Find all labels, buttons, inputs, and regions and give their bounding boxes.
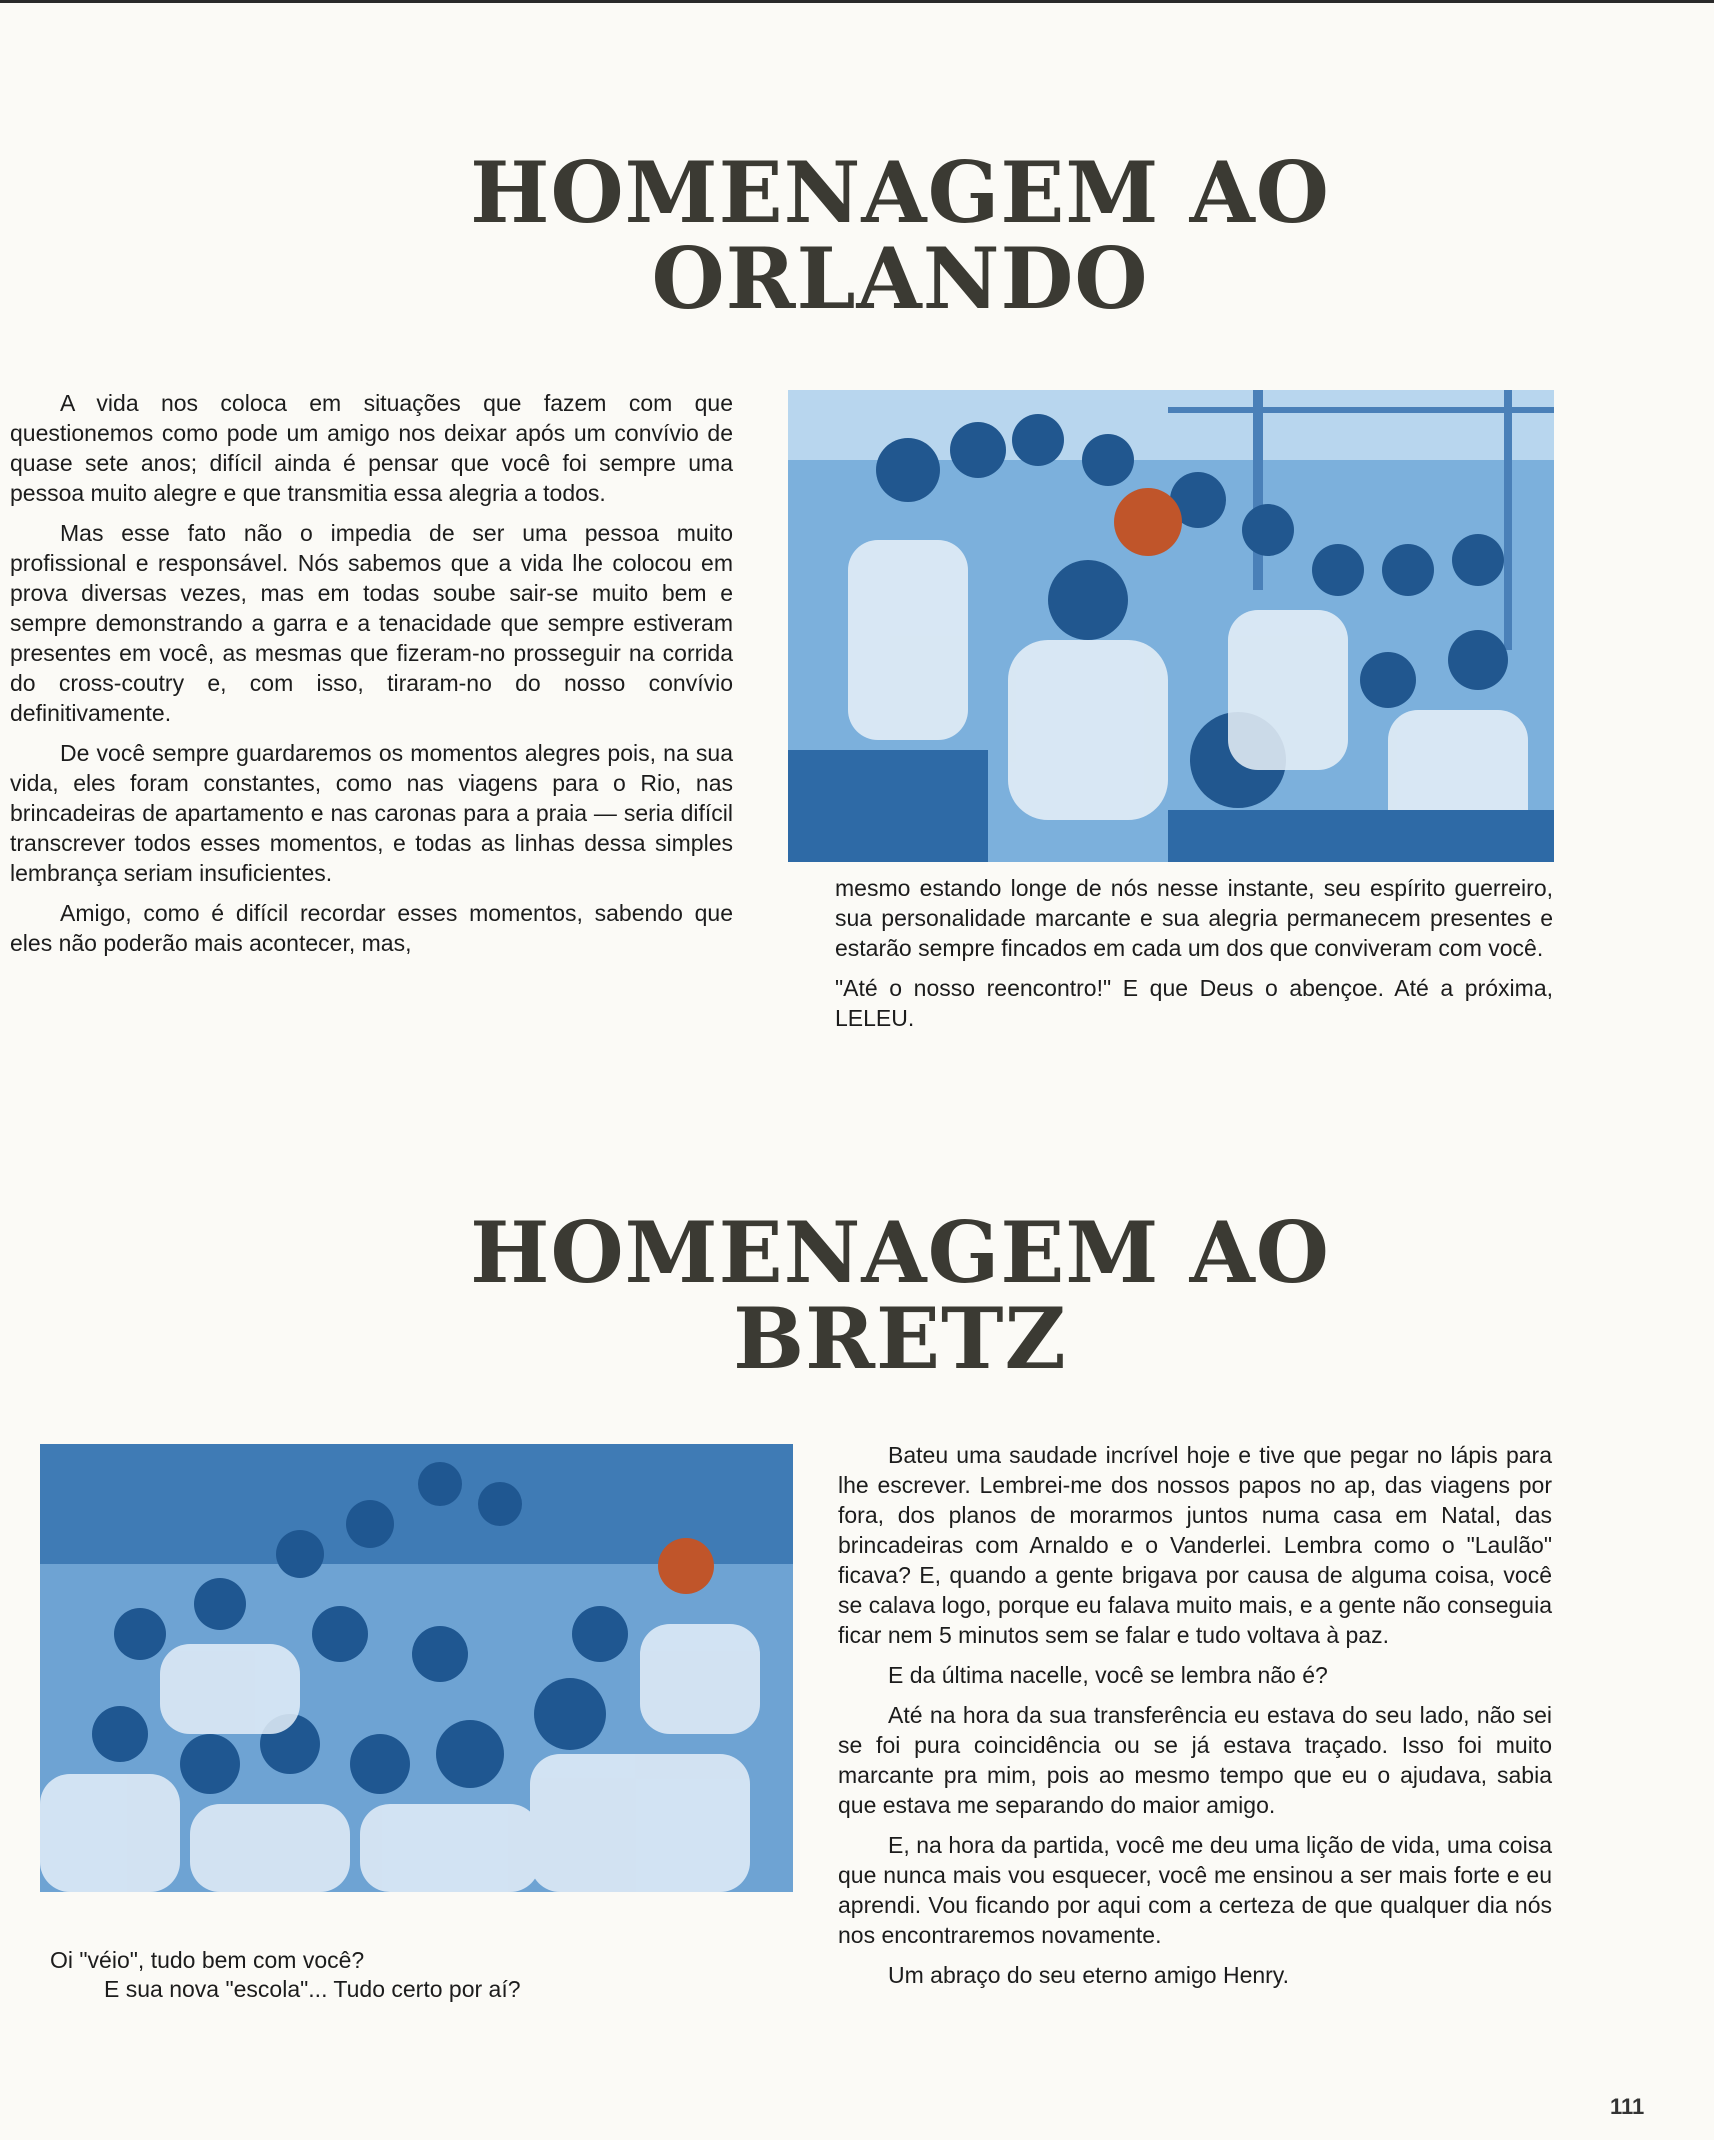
section1-paragraph: Amigo, como é difícil recordar esses momentos, sabendo que eles não poderão mais acontecer, mas, [10,900,733,956]
highlighted-face [1114,488,1182,556]
section1-title-line1: HOMENAGEM AO [470,143,1330,242]
caption-line-1: Oi "véio", tudo bem com você? [50,1947,365,1973]
section2-title-line1: HOMENAGEM AO [470,1203,1330,1302]
section1-title-line2: ORLANDO [651,229,1149,328]
section1-paragraph: Mas esse fato não o impedia de ser uma pessoa muito profissional e responsável. Nós sabemos que a vida lhe colocou em prova diversas vezes, mas em todas soube sair-se muito bem e sempre demonstrando a garra e a tenacidade que sempre estiveram presentes em você, as mesmas que fizeram-no prosseguir na corrida do cross-coutry e, com isso, tiraram-no do nosso convívio definitivamente. [10,520,733,726]
section1-title [300,143,1500,328]
highlighted-face [658,1538,714,1594]
section1-left-column [10,388,733,968]
section2-photo-caption [50,1946,750,2004]
section1-right-column [835,873,1553,1043]
section2-paragraph: E da última nacelle, você se lembra não é? [888,1662,1328,1688]
top-rule [0,0,1714,3]
section2-title-line2: BRETZ [733,1289,1067,1388]
section1-continuation: mesmo estando longe de nós nesse instante, seu espírito guerreiro, sua personalidade marcante e sua alegria permanecem presentes e estarão sempre fincados em cada um dos que conviveram com você. [835,875,1553,961]
section2-paragraph: Bateu uma saudade incrível hoje e tive que pegar no lápis para lhe escrever. Lembrei-me dos nossos papos no ap, das viagens por fora, dos planos de morarmos juntos numa casa em Natal, das brincadeiras com Arnaldo e o Vanderlei. Lembra como o "Laulão" ficava? E, quando a gente brigava por causa de alguma coisa, você se calava logo, porque eu falava muito mais, e a gente não conseguia ficar nem 5 minutos sem se falar e tudo voltava à paz. [838,1442,1552,1648]
orlando-group-photo [788,390,1554,862]
caption-line-2: E sua nova "escola"... Tudo certo por aí? [104,1976,521,2002]
section2-paragraph: Um abraço do seu eterno amigo Henry. [888,1962,1289,1988]
section2-title [300,1203,1500,1388]
section2-paragraph: E, na hora da partida, você me deu uma lição de vida, uma coisa que nunca mais vou esquecer, você me ensinou a ser mais forte e eu aprendi. Vou ficando por aqui com a certeza de que qualquer dia nós nos encontraremos novamente. [838,1832,1552,1948]
section1-paragraph: De você sempre guardaremos os momentos alegres pois, na sua vida, eles foram constantes, como nas viagens para o Rio, nas brincadeiras de apartamento e nas caronas para a praia — seria difícil transcrever todos esses momentos, e todas as linhas dessa simples lembrança seriam insuficientes. [10,740,733,886]
section1-closing: "Até o nosso reencontro!" E que Deus o abençoe. Até a próxima, LELEU. [835,975,1553,1031]
section1-paragraph: A vida nos coloca em situações que fazem com que questionemos como pode um amigo nos deixar após um convívio de quase sete anos; difícil ainda é pensar que você foi sempre uma pessoa muito alegre e que transmitia essa alegria a todos. [10,390,733,506]
section2-paragraph: Até na hora da sua transferência eu estava do seu lado, não sei se foi pura coincidência ou se já estava traçado. Isso foi muito marcante pra mim, pois ao mesmo tempo que eu o ajudava, sabia que estava me separando do maior amigo. [838,1702,1552,1818]
page-number: 111 [1610,2094,1645,2119]
section2-right-column [838,1440,1552,2000]
bretz-group-photo [40,1444,793,1892]
